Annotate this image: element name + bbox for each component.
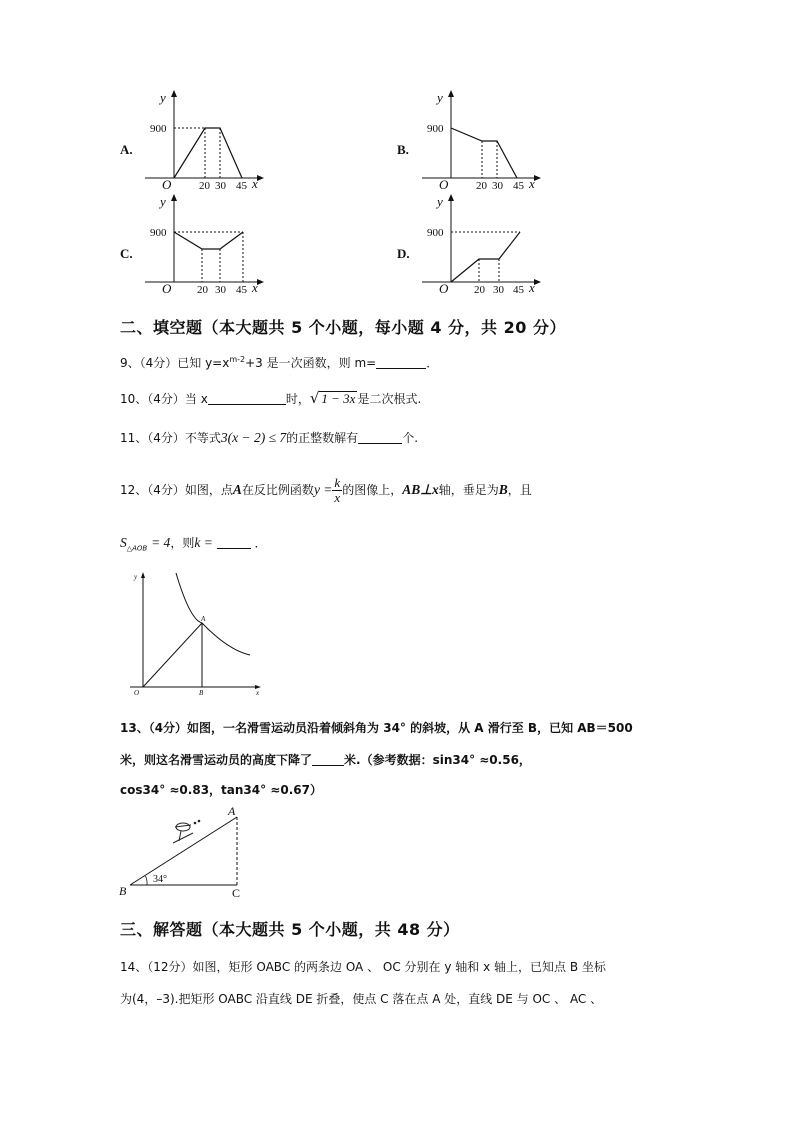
q10-answer-blank[interactable] — [208, 392, 286, 405]
option-b-x-tick-1: 20 — [476, 180, 487, 192]
q13-point-c: C — [232, 886, 241, 900]
option-a-x-tick-3: 45 — [236, 180, 247, 192]
option-a-origin: O — [162, 177, 172, 192]
option-a-x-tick-1: 20 — [199, 180, 210, 192]
q10-radicand: 1 − 3x — [321, 391, 356, 406]
option-d-origin: O — [439, 281, 449, 296]
option-c-x-label: x — [252, 280, 258, 295]
q12-answer-blank[interactable] — [217, 536, 251, 549]
question-10: 10、（4分）当 x 时，√ 1 − 3x 是二次根式. — [120, 389, 422, 407]
option-d-x-label: x — [529, 280, 535, 295]
q13-point-b: B — [119, 884, 127, 898]
question-12-line-2: $S_{\triangle AOB} = 4$，则k = ． — [120, 535, 267, 553]
option-d-y-tick: 900 — [427, 227, 444, 239]
section-2-title: 二、填空题（本大题共 5 个小题，每小题 4 分，共 20 分） — [120, 318, 566, 337]
option-b-x-tick-3: 45 — [513, 180, 524, 192]
question-13-line-2: 米，则这名滑雪运动员的高度下降了 米.（参考数据：sin34° ≈0.56， — [120, 753, 531, 767]
option-c-x-tick-3: 45 — [236, 284, 247, 296]
option-d-x-tick-2: 30 — [493, 284, 504, 296]
q9-answer-blank[interactable] — [376, 356, 426, 369]
q13-figure — [115, 805, 255, 900]
option-d-x-tick-3: 45 — [513, 284, 524, 296]
question-14-line-2: 为(4，–3).把矩形 OABC 沿直线 DE 折叠，使点 C 落在点 A 处，直线 DE 与 OC 、 AC 、 — [120, 992, 603, 1006]
question-9: 9、（4分）已知 $y=x^{m-2}+3$ 是一次函数，则 m= ． — [120, 355, 439, 370]
q12-y-label: y — [134, 573, 138, 581]
option-c-graph — [140, 192, 270, 297]
option-a-y-tick: 900 — [150, 123, 167, 135]
option-b-y-tick: 900 — [427, 123, 444, 135]
option-b-graph — [417, 88, 547, 193]
question-14-line-1: 14、（12分）如图，矩形 OABC 的两条边 OA 、 OC 分别在 y 轴和 x 轴上，已知点 B 坐标 — [120, 960, 606, 974]
option-d-x-tick-1: 20 — [474, 284, 485, 296]
option-b-x-label: x — [529, 176, 535, 191]
option-c-x-tick-2: 30 — [215, 284, 226, 296]
q12-figure — [120, 565, 265, 700]
option-a-label: A. — [120, 142, 133, 157]
option-c-x-tick-1: 20 — [197, 284, 208, 296]
q11-answer-blank[interactable] — [358, 431, 402, 444]
option-b-label: B. — [397, 142, 409, 157]
question-11: 11、（4分）不等式3(x − 2) ≤ 7的正整数解有 个. — [120, 430, 419, 445]
question-12-line-1: 12、（4分）如图，点A在反比例函数y = $\frac{k}{x}$ 的图像上，AB⊥x轴，垂足为B，且 — [120, 475, 532, 505]
q12-x-label: x — [256, 689, 260, 697]
option-a-x-tick-2: 30 — [215, 180, 226, 192]
option-c-origin: O — [162, 281, 172, 296]
skier-figure — [173, 820, 200, 843]
option-a-graph — [140, 88, 270, 193]
option-d-label: D. — [397, 246, 410, 261]
option-b-origin: O — [439, 177, 449, 192]
q12-origin: O — [134, 689, 140, 697]
option-d-graph — [417, 192, 547, 297]
option-c-label: C. — [120, 246, 133, 261]
option-a-y-label: y — [160, 90, 166, 105]
option-a-x-label: x — [252, 176, 258, 191]
option-d-y-label: y — [437, 194, 443, 209]
q12-point-b: B — [199, 689, 204, 697]
q13-answer-blank[interactable] — [312, 753, 344, 766]
question-13-line-3: cos34° ≈0.83，tan34° ≈0.67） — [120, 783, 322, 797]
question-13-line-1: 13、（4分）如图，一名滑雪运动员沿着倾斜角为 34° 的斜坡，从 A 滑行至 B，已知 AB＝500 — [120, 721, 633, 735]
option-b-x-tick-2: 30 — [492, 180, 503, 192]
section-3-title: 三、解答题（本大题共 5 个小题，共 48 分） — [120, 920, 460, 939]
q13-point-a: A — [228, 805, 236, 818]
option-b-y-label: y — [437, 90, 443, 105]
q13-angle-label: 34° — [153, 874, 167, 885]
q12-point-a: A — [201, 615, 206, 623]
option-c-y-label: y — [160, 194, 166, 209]
option-c-y-tick: 900 — [150, 227, 167, 239]
